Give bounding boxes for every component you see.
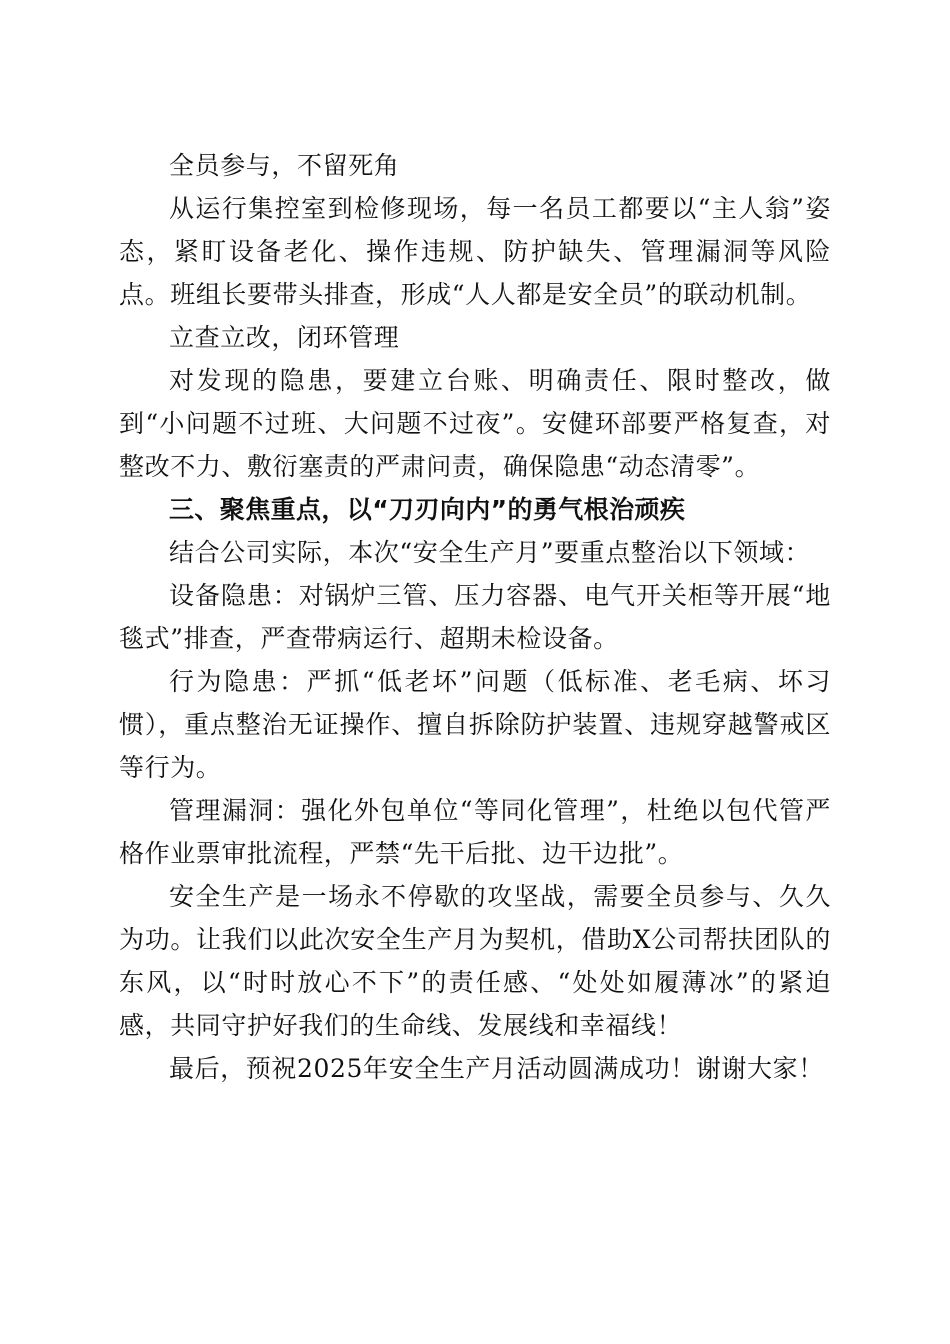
paragraph-section3-intro: 结合公司实际，本次“安全生产月”要重点整治以下领域： — [169, 538, 811, 567]
subsection-title-full-participation: 全员参与，不留死角 — [169, 151, 400, 180]
section-heading-three: 三、聚焦重点，以“刀刃向内”的勇气根治顽疾 — [169, 495, 686, 524]
paragraph-behavior-hazards: 行为隐患：严抓“低老坏”问题（低标准、老毛病、坏习惯），重点整治无证操作、擅自拆除防护装置、违规穿越警戒区等行为。 — [119, 667, 831, 782]
paragraph-equipment-hazards: 设备隐患：对锅炉三管、压力容器、电气开关柜等开展“地毯式”排查，严查带病运行、超期未检设备。 — [119, 581, 831, 653]
paragraph-management-gaps: 管理漏洞：强化外包单位“等同化管理”，杜绝以包代管严格作业票审批流程，严禁“先干后批、边干边批”。 — [119, 796, 831, 868]
paragraph-closed-loop: 对发现的隐患，要建立台账、明确责任、限时整改，做到“小问题不过班、大问题不过夜”。安健环部要严格复查，对整改不力、敷衍塞责的严肃问责，确保隐患“动态清零”。 — [119, 366, 831, 481]
paragraph-closing: 安全生产是一场永不停歇的攻坚战，需要全员参与、久久为功。让我们以此次安全生产月为契机，借助X公司帮扶团队的东风，以“时时放心不下”的责任感、“处处如履薄冰”的紧迫感，共同守护好我们的生命线、发展线和幸福线！ — [119, 882, 831, 1040]
paragraph-full-participation: 从运行集控室到检修现场，每一名员工都要以“主人翁”姿态，紧盯设备老化、操作违规、防护缺失、管理漏洞等风险点。班组长要带头排查，形成“人人都是安全员”的联动机制。 — [119, 194, 831, 309]
document-body — [119, 144, 831, 1090]
paragraph-final-wish: 最后，预祝2025年安全生产月活动圆满成功！谢谢大家！ — [169, 1054, 824, 1083]
subsection-title-closed-loop: 立查立改，闭环管理 — [169, 323, 400, 352]
